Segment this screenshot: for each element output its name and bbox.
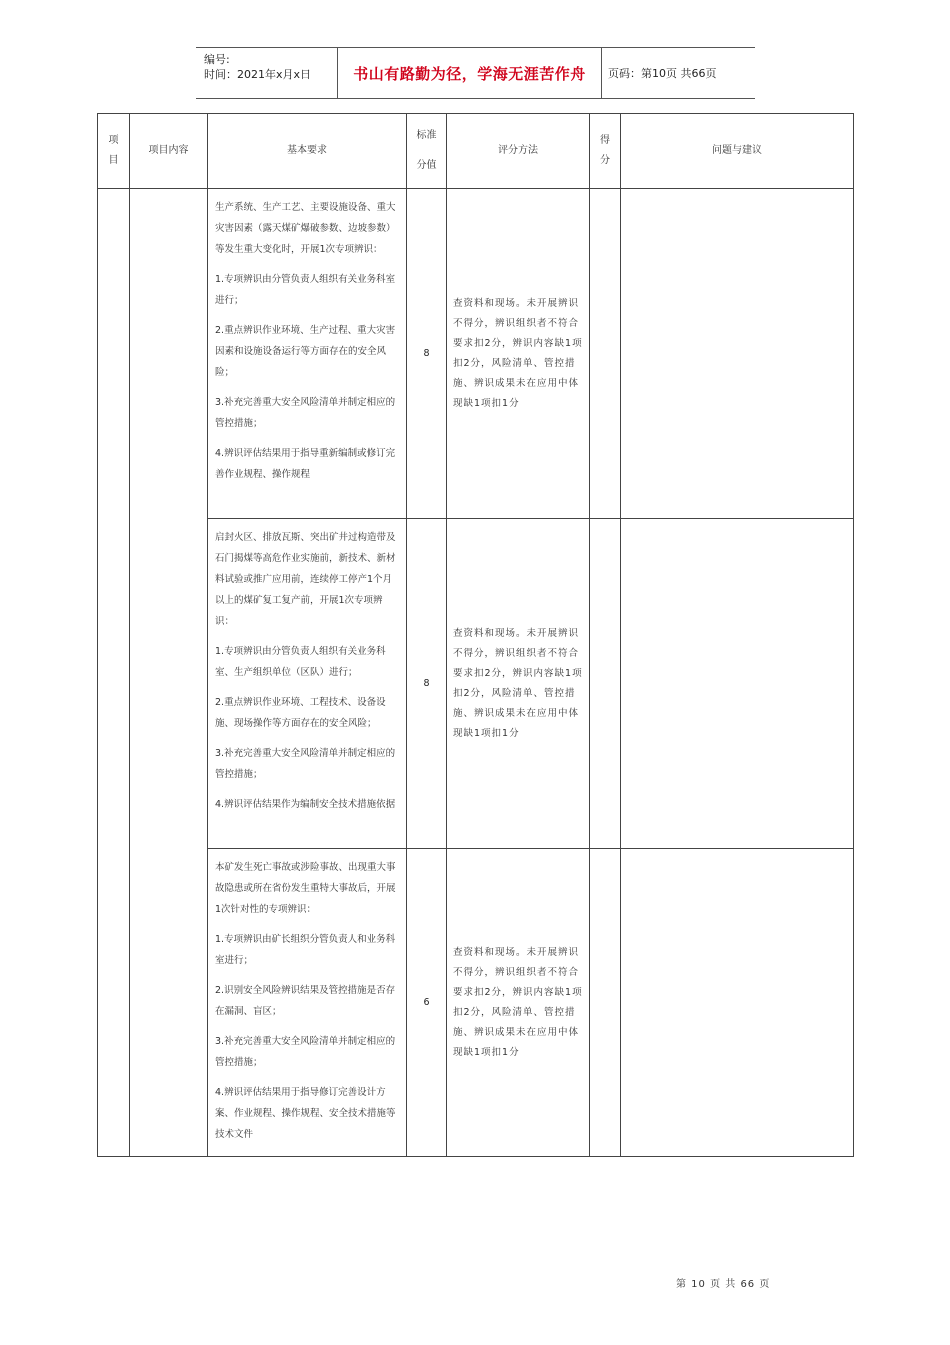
col-header-score-std: [407, 114, 447, 189]
requirement-cell: [208, 849, 407, 1157]
standard-score-cell: 8: [407, 519, 447, 849]
issues-cell: [621, 189, 854, 519]
requirement-cell: [208, 519, 407, 849]
col-header-item: 项目: [98, 114, 130, 189]
header-divider: [601, 48, 602, 98]
requirement-intro: 启封火区、排放瓦斯、突出矿井过构造带及石门揭煤等高危作业实施前，新技术、新材料试验或推广应用前，连续停工停产1个月以上的煤矿复工复产前，开展1次专项辨识：: [215, 532, 396, 627]
table-row: [98, 849, 854, 1157]
col-header-score-std-bottom: 分值: [416, 160, 437, 171]
page-header: [196, 47, 755, 99]
item-cell: [98, 189, 130, 1157]
table-row: [98, 189, 854, 519]
col-header-score-std-top: 标准: [416, 130, 437, 141]
table-row: [98, 519, 854, 849]
page-footer: 第 10 页 共 66 页: [676, 1279, 771, 1290]
time-label: 时间：2021年x月x日: [204, 68, 312, 81]
col-header-requirement: 基本要求: [208, 114, 407, 189]
requirement-item: 1.专项辨识由矿长组织分管负责人和业务科室进行；: [215, 934, 396, 966]
col-header-method: 评分方法: [447, 114, 590, 189]
requirement-item: 3.补充完善重大安全风险清单并制定相应的管控措施；: [215, 1036, 396, 1068]
content-cell: [130, 189, 208, 1157]
requirement-item: 3.补充完善重大安全风险清单并制定相应的管控措施；: [215, 397, 396, 429]
header-motto: 书山有路勤为径，学海无涯苦作舟: [353, 64, 586, 83]
table-header-row: [98, 114, 854, 189]
requirement-intro: 本矿发生死亡事故或涉险事故、出现重大事故隐患或所在省份发生重特大事故后，开展1次针对性的专项辨识：: [215, 862, 396, 915]
requirement-intro: 生产系统、生产工艺、主要设施设备、重大灾害因素（露天煤矿爆破参数、边坡参数）等发生重大变化时，开展1次专项辨识：: [215, 202, 396, 255]
code-label: 编号:: [204, 53, 230, 66]
requirement-item: 4.辨识评估结果作为编制安全技术措施依据: [215, 799, 396, 810]
obtained-score-cell: [590, 189, 621, 519]
scoring-method-cell: 查资料和现场。未开展辨识不得分，辨识组织者不符合要求扣2分，辨识内容缺1项扣2分，风险清单、管控措施、辨识成果未在应用中体现缺1项扣1分: [447, 519, 590, 849]
obtained-score-cell: [590, 519, 621, 849]
header-page-label: 页码：第10页 共66页: [608, 67, 717, 80]
requirement-item: 2.重点辨识作业环境、工程技术、设备设施、现场操作等方面存在的安全风险；: [215, 697, 386, 729]
assessment-table: [97, 113, 854, 1157]
requirement-item: 2.重点辨识作业环境、生产过程、重大灾害因素和设施设备运行等方面存在的安全风险；: [215, 325, 396, 378]
requirement-item: 4.辨识评估结果用于指导修订完善设计方案、作业规程、操作规程、安全技术措施等技术文件: [215, 1087, 396, 1140]
scoring-method-cell: 查资料和现场。未开展辨识不得分，辨识组织者不符合要求扣2分，辨识内容缺1项扣2分，风险清单、管控措施、辨识成果未在应用中体现缺1项扣1分: [447, 189, 590, 519]
col-header-obtained: 得分: [590, 114, 621, 189]
col-header-content: 项目内容: [130, 114, 208, 189]
col-header-issues: 问题与建议: [621, 114, 854, 189]
standard-score-cell: 6: [407, 849, 447, 1157]
requirement-item: 1.专项辨识由分管负责人组织有关业务科室进行；: [215, 274, 396, 306]
issues-cell: [621, 849, 854, 1157]
scoring-method-cell: 查资料和现场。未开展辨识不得分，辨识组织者不符合要求扣2分，辨识内容缺1项扣2分，风险清单、管控措施、辨识成果未在应用中体现缺1项扣1分: [447, 849, 590, 1157]
requirement-cell: [208, 189, 407, 519]
requirement-item: 4.辨识评估结果用于指导重新编制或修订完善作业规程、操作规程: [215, 448, 396, 480]
obtained-score-cell: [590, 849, 621, 1157]
requirement-item: 3.补充完善重大安全风险清单并制定相应的管控措施；: [215, 748, 396, 780]
issues-cell: [621, 519, 854, 849]
standard-score-cell: 8: [407, 189, 447, 519]
requirement-item: 2.识别安全风险辨识结果及管控措施是否存在漏洞、盲区；: [215, 985, 396, 1017]
header-meta: [204, 52, 311, 82]
requirement-item: 1.专项辨识由分管负责人组织有关业务科室、生产组织单位（区队）进行；: [215, 646, 386, 678]
